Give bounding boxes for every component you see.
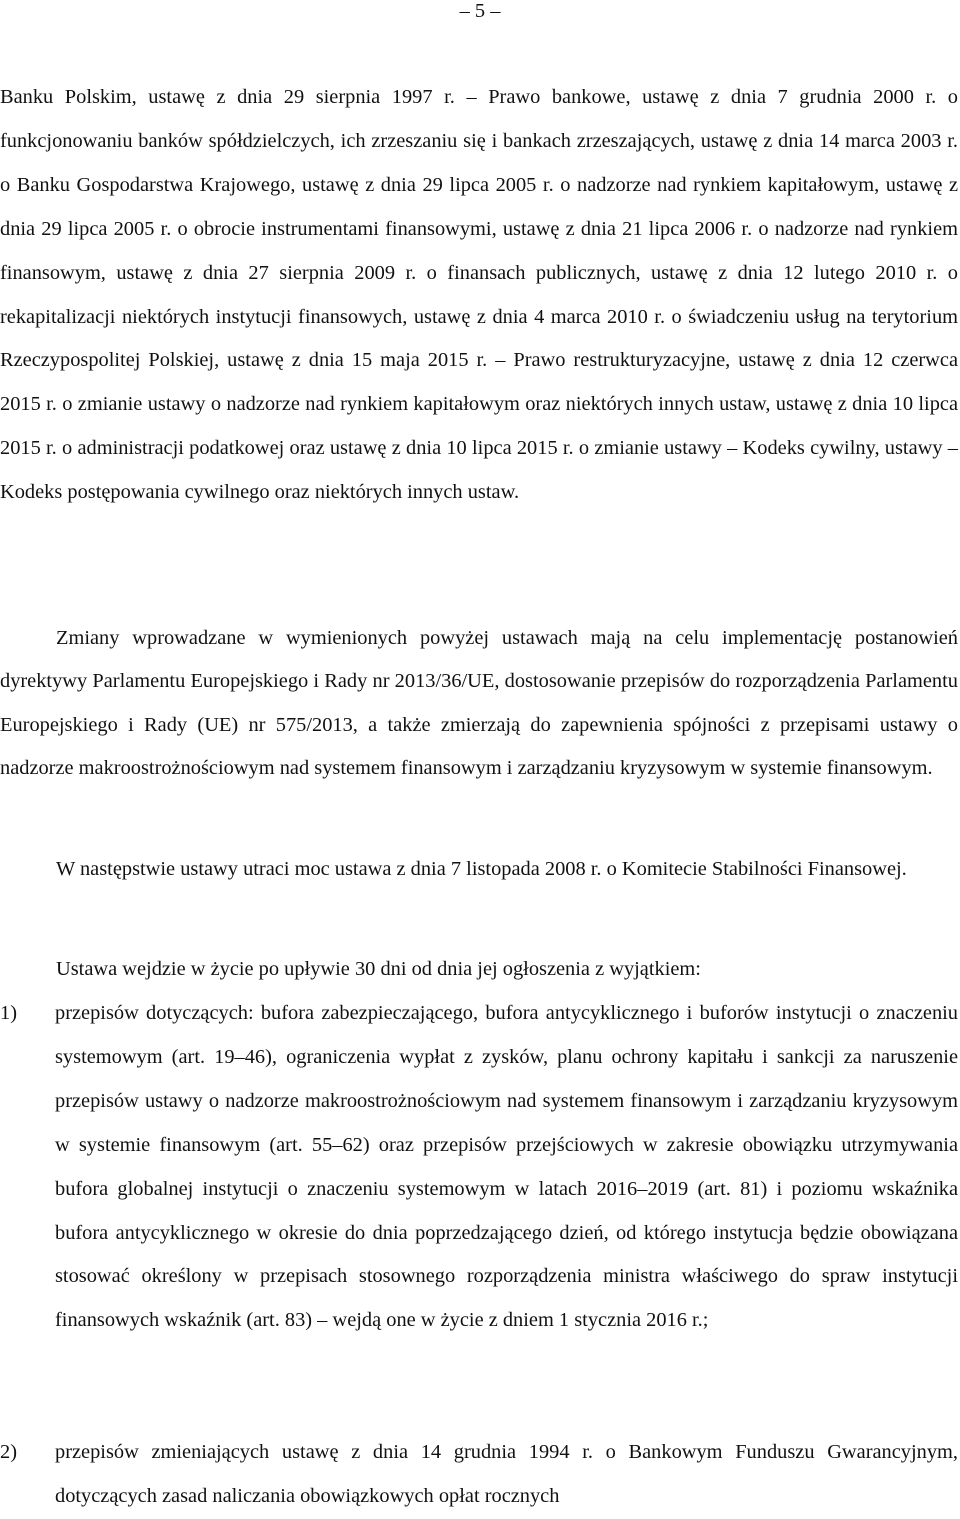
list-item-number: 2) [0, 1441, 17, 1463]
paragraph-repeal: W następstwie ustawy utraci moc ustawa z dnia 7 listopada 2008 r. o Komitecie Stabilności Finansowej. [56, 858, 907, 880]
list-item-number: 1) [0, 1002, 17, 1024]
list-item [0, 992, 958, 1343]
page-number: – 5 – [459, 0, 501, 22]
list-item-text: przepisów zmieniających ustawę z dnia 14 grudnia 1994 r. o Bankowym Funduszu Gwarancyjnym, dotyczących zasad naliczania obowiązkowych opłat rocznych [55, 1441, 958, 1507]
paragraph-entry-into-force: Ustawa wejdzie w życie po upływie 30 dni od dnia jej ogłoszenia z wyjątkiem: [56, 958, 701, 980]
paragraph-changes-purpose: Zmiany wprowadzane w wymienionych powyżej ustawach mają na celu implementację postanowień dyrektywy Parlamentu Europejskiego i Rady nr 2013/36/UE, dostosowanie przepisów do rozporządzenia Parlamentu Europejskiego i Rady (UE) nr 575/2013, a także zmierzają do zapewnienia spójności z przepisami ustawy o nadzorze makroostrożnościowym nad systemem finansowym i zarządzaniu kryzysowym w systemie finansowym. [0, 627, 958, 780]
paragraph-act-list: Banku Polskim, ustawę z dnia 29 sierpnia 1997 r. – Prawo bankowe, ustawę z dnia 7 grudnia 2000 r. o funkcjonowaniu banków spółdzielczych, ich zrzeszaniu się i bankach zrzeszających, ustawę z dnia 14 marca 2003 r. o Banku Gospodarstwa Krajowego, ustawę z dnia 29 lipca 2005 r. o nadzorze nad rynkiem kapitałowym, ustawę z dnia 29 lipca 2005 r. o obrocie instrumentami finansowymi, ustawę z dnia 21 lipca 2006 r. o nadzorze nad rynkiem finansowym, ustawę z dnia 27 sierpnia 2009 r. o finansach publicznych, ustawę z dnia 12 lutego 2010 r. o rekapitalizacji niektórych instytucji finansowych, ustawę z dnia 4 marca 2010 r. o świadczeniu usług na terytorium Rzeczypospolitej Polskiej, ustawę z dnia 15 maja 2015 r. – Prawo restrukturyzacyjne, ustawę z dnia 12 czerwca 2015 r. o zmianie ustawy o nadzorze nad rynkiem kapitałowym oraz niektórych innych ustaw, ustawę z dnia 10 lipca 2015 r. o administracji podatkowej oraz ustawę z dnia 10 lipca 2015 r. o zmianie ustawy – Kodeks cywilny, ustawy – Kodeks postępowania cywilnego oraz niektórych innych ustaw. [0, 86, 958, 504]
list-item [0, 1431, 958, 1519]
list-item-text: przepisów dotyczących: bufora zabezpieczającego, bufora antycyklicznego i buforów instytucji o znaczeniu systemowym (art. 19–46), ograniczenia wypłat z zysków, planu ochrony kapitału i sankcji za naruszenie przepisów ustawy o nadzorze makroostrożnościowym nad systemem finansowym i zarządzaniu kryzysowym w systemie finansowym (art. 55–62) oraz przepisów przejściowych w zakresie obowiązku utrzymywania bufora globalnej instytucji o znaczeniu systemowym w latach 2016–2019 (art. 81) i poziomu wskaźnika bufora antycyklicznego w okresie do dnia poprzedzającego dzień, od którego instytucja będzie obowiązana stosować określony w przepisach stosownego rozporządzenia ministra właściwego do spraw instytucji finansowych wskaźnik (art. 83) – wejdą one w życie z dniem 1 stycznia 2016 r.; [55, 1002, 958, 1332]
